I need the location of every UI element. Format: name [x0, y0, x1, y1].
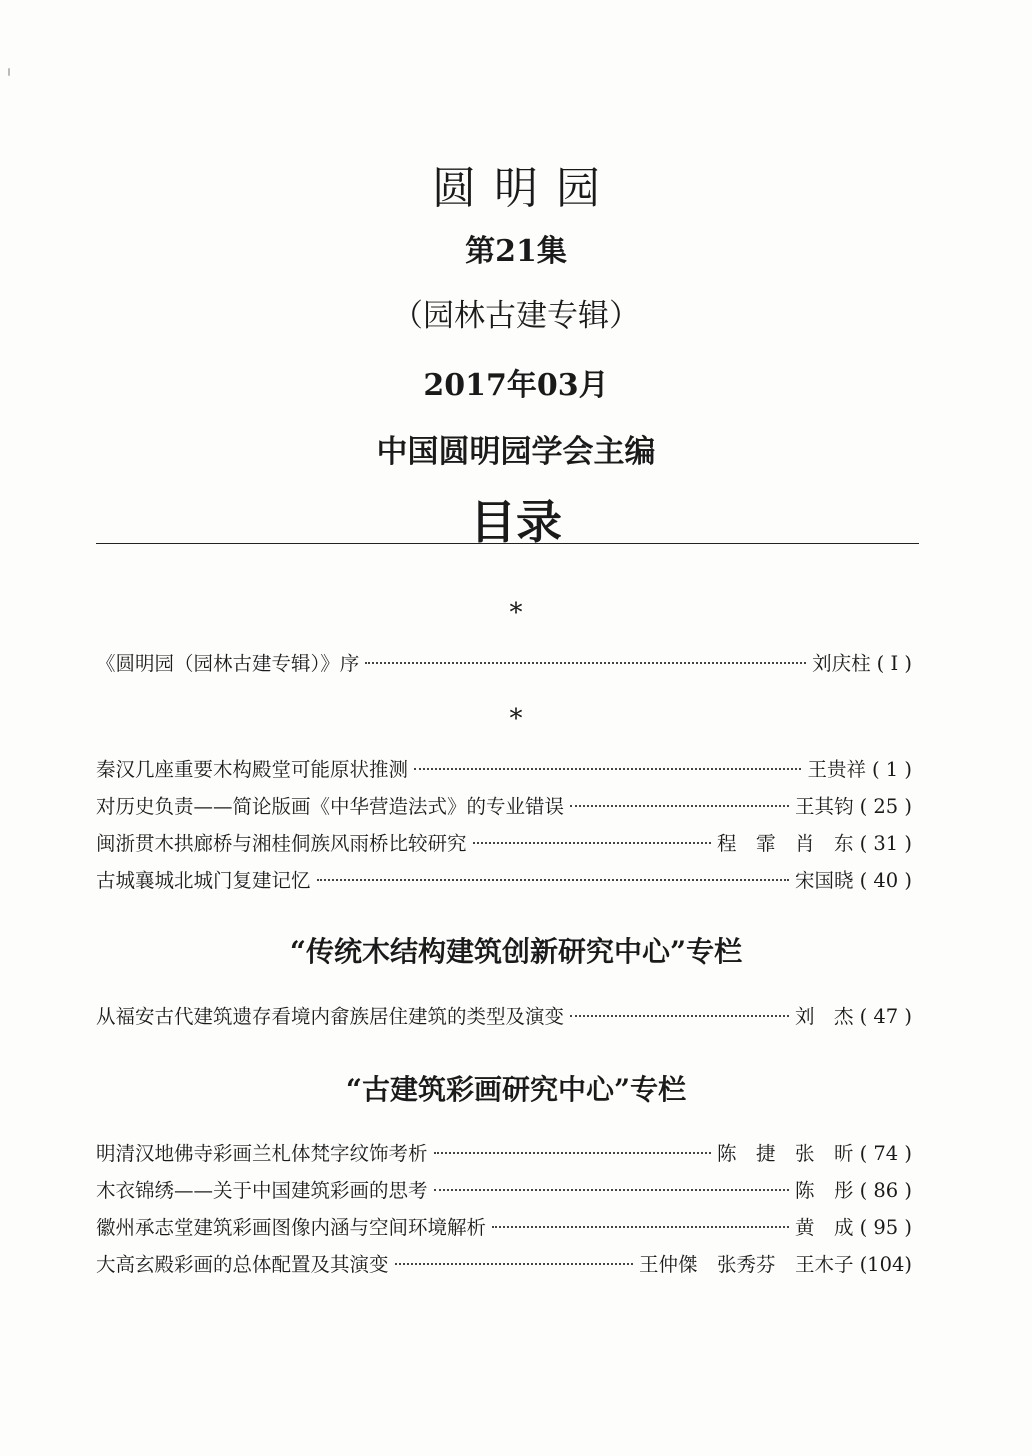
dot-leader [570, 1015, 789, 1017]
toc-entry[interactable] [96, 1138, 912, 1170]
dot-leader [492, 1226, 789, 1228]
entry-page: ( 47 ) [859, 1005, 912, 1028]
toc-entry[interactable] [96, 865, 912, 897]
dot-leader [317, 879, 790, 881]
star-separator: * [509, 704, 523, 734]
dot-leader [395, 1263, 634, 1265]
entry-author: 程 霏 肖 东 [717, 832, 854, 855]
scan-artifact [8, 68, 10, 76]
entry-author: 王贵祥 [807, 758, 866, 781]
entry-page: ( 95 ) [859, 1216, 912, 1239]
journal-title: 圆明园 [432, 163, 618, 214]
entry-author: 王仲傑 张秀芬 王木子 [639, 1253, 854, 1276]
entry-page: ( I ) [876, 652, 912, 675]
toc-entry[interactable] [96, 754, 912, 786]
entry-author: 宋国晓 [795, 869, 854, 892]
section-heading-wood-structure: “传统木结构建筑创新研究中心”专栏 [289, 935, 743, 968]
publication-date: 2017年03月 [423, 368, 609, 403]
entry-title: 木衣锦绣——关于中国建筑彩画的思考 [96, 1179, 428, 1202]
dot-leader [414, 768, 801, 770]
star-separator: * [509, 598, 523, 628]
entry-page: ( 86 ) [859, 1179, 912, 1202]
entry-page: ( 25 ) [859, 795, 912, 818]
entry-title: 对历史负责——简论版画《中华营造法式》的专业错误 [96, 795, 565, 818]
entry-title: 《圆明园（园林古建专辑）》序 [96, 652, 360, 675]
entry-page: ( 31 ) [859, 832, 912, 855]
toc-entry[interactable] [96, 1249, 912, 1281]
entry-title: 闽浙贯木拱廊桥与湘桂侗族风雨桥比较研究 [96, 832, 467, 855]
toc-entry[interactable] [96, 648, 912, 680]
dot-leader [473, 842, 712, 844]
toc-entry[interactable] [96, 1001, 912, 1033]
entry-title: 明清汉地佛寺彩画兰札体梵字纹饰考析 [96, 1142, 428, 1165]
entry-author: 王其钧 [795, 795, 854, 818]
toc-heading: 目录 [470, 495, 562, 549]
entry-author: 陈 彤 [795, 1179, 854, 1202]
entry-page: ( 40 ) [859, 869, 912, 892]
entry-title: 秦汉几座重要木构殿堂可能原状推测 [96, 758, 409, 781]
issue-number: 第21集 [465, 234, 567, 269]
editor-line: 中国圆明园学会主编 [376, 434, 656, 470]
dot-leader [434, 1152, 712, 1154]
entry-page: (104) [859, 1253, 912, 1276]
entry-title: 大高玄殿彩画的总体配置及其演变 [96, 1253, 389, 1276]
entry-title: 从福安古代建筑遗存看境内畲族居住建筑的类型及演变 [96, 1005, 565, 1028]
toc-entry[interactable] [96, 1212, 912, 1244]
entry-title: 古城襄城北城门复建记忆 [96, 869, 311, 892]
dot-leader [434, 1189, 790, 1191]
entry-page: ( 74 ) [859, 1142, 912, 1165]
entry-author: 刘庆柱 [812, 652, 871, 675]
dot-leader [365, 662, 806, 664]
toc-entry[interactable] [96, 1175, 912, 1207]
entry-author: 陈 捷 张 昕 [717, 1142, 854, 1165]
special-edition: （园林古建专辑） [392, 298, 640, 334]
section-heading-painting: “古建筑彩画研究中心”专栏 [345, 1073, 687, 1106]
entry-author: 刘 杰 [795, 1005, 854, 1028]
toc-entry[interactable] [96, 791, 912, 823]
dot-leader [570, 805, 789, 807]
entry-title: 徽州承志堂建筑彩画图像内涵与空间环境解析 [96, 1216, 487, 1239]
entry-author: 黄 成 [795, 1216, 854, 1239]
header-divider [96, 543, 919, 544]
entry-page: ( 1 ) [871, 758, 912, 781]
toc-entry[interactable] [96, 828, 912, 860]
